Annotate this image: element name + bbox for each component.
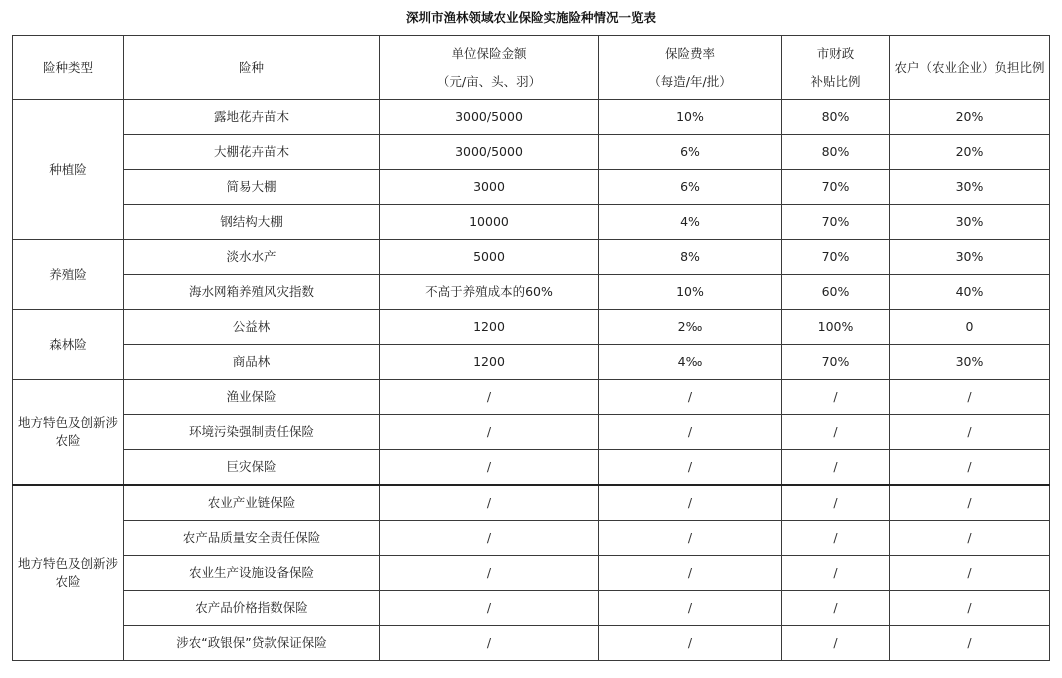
amount-cell: 3000/5000 [380, 135, 599, 170]
farmer-share-cell: 30% [890, 170, 1050, 205]
category-cell: 养殖险 [13, 240, 124, 310]
subsidy-cell: 70% [782, 345, 890, 380]
type-cell: 农产品价格指数保险 [124, 591, 380, 626]
type-cell: 农业生产设施设备保险 [124, 556, 380, 591]
header-rate [599, 36, 782, 100]
farmer-share-cell: / [890, 380, 1050, 415]
type-cell: 公益林 [124, 310, 380, 345]
table-row [13, 415, 1050, 450]
type-cell: 农产品质量安全责任保险 [124, 521, 380, 556]
rate-cell: 8% [599, 240, 782, 275]
header-rate-line1: 保险费率 [664, 45, 715, 61]
table-row [13, 485, 1050, 521]
table-row [13, 450, 1050, 486]
table-row [13, 205, 1050, 240]
rate-cell: / [599, 626, 782, 661]
header-subsidy-line2: 补贴比例 [810, 73, 861, 89]
amount-cell: / [380, 380, 599, 415]
type-cell: 简易大棚 [124, 170, 380, 205]
header-subsidy [782, 36, 890, 100]
farmer-share-cell: / [890, 415, 1050, 450]
type-cell: 渔业保险 [124, 380, 380, 415]
type-cell: 淡水水产 [124, 240, 380, 275]
category-cell: 种植险 [13, 100, 124, 240]
table-row [13, 310, 1050, 345]
rate-cell: / [599, 380, 782, 415]
table-row [13, 135, 1050, 170]
table-row [13, 556, 1050, 591]
subsidy-cell: / [782, 591, 890, 626]
subsidy-cell: 100% [782, 310, 890, 345]
document-title: 深圳市渔林领域农业保险实施险种情况一览表 [405, 10, 656, 25]
amount-cell: 3000/5000 [380, 100, 599, 135]
rate-cell: / [599, 521, 782, 556]
subsidy-cell: 80% [782, 135, 890, 170]
farmer-share-cell: 20% [890, 135, 1050, 170]
rate-cell: / [599, 485, 782, 521]
subsidy-cell: / [782, 415, 890, 450]
farmer-share-cell: / [890, 626, 1050, 661]
header-category: 险种类型 [13, 36, 124, 100]
table-row [13, 521, 1050, 556]
rate-cell: 10% [599, 275, 782, 310]
subsidy-cell: 70% [782, 240, 890, 275]
subsidy-cell: / [782, 556, 890, 591]
amount-cell: 1200 [380, 310, 599, 345]
amount-cell: 10000 [380, 205, 599, 240]
subsidy-cell: 80% [782, 100, 890, 135]
type-cell: 涉农“政银保”贷款保证保险 [124, 626, 380, 661]
amount-cell: / [380, 591, 599, 626]
subsidy-cell: 70% [782, 205, 890, 240]
amount-cell: / [380, 626, 599, 661]
farmer-share-cell: 20% [890, 100, 1050, 135]
farmer-share-cell: 30% [890, 240, 1050, 275]
table-row [13, 345, 1050, 380]
farmer-share-cell: / [890, 485, 1050, 521]
type-cell: 农业产业链保险 [124, 485, 380, 521]
subsidy-cell: / [782, 521, 890, 556]
type-cell: 露地花卉苗木 [124, 100, 380, 135]
amount-cell: / [380, 556, 599, 591]
type-cell: 大棚花卉苗木 [124, 135, 380, 170]
farmer-share-cell: 40% [890, 275, 1050, 310]
rate-cell: 2‰ [599, 310, 782, 345]
subsidy-cell: 70% [782, 170, 890, 205]
header-rate-line2: （每造/年/批） [648, 73, 732, 89]
header-subsidy-line1: 市财政 [816, 45, 855, 61]
table-row [13, 591, 1050, 626]
type-cell: 钢结构大棚 [124, 205, 380, 240]
table-row [13, 275, 1050, 310]
amount-cell: 不高于养殖成本的60% [380, 275, 599, 310]
farmer-share-cell: / [890, 450, 1050, 486]
type-cell: 巨灾保险 [124, 450, 380, 486]
farmer-share-cell: 0 [890, 310, 1050, 345]
subsidy-cell: / [782, 485, 890, 521]
type-cell: 环境污染强制责任保险 [124, 415, 380, 450]
category-cell: 森林险 [13, 310, 124, 380]
amount-cell: / [380, 485, 599, 521]
rate-cell: 4‰ [599, 345, 782, 380]
header-type: 险种 [124, 36, 380, 100]
header-amount-line1: 单位保险金额 [451, 45, 527, 61]
rate-cell: 6% [599, 170, 782, 205]
header-row [13, 36, 1050, 100]
table-row [13, 240, 1050, 275]
farmer-share-cell: / [890, 521, 1050, 556]
rate-cell: / [599, 415, 782, 450]
insurance-table [12, 35, 1050, 661]
farmer-share-cell: 30% [890, 205, 1050, 240]
subsidy-cell: / [782, 450, 890, 486]
category-cell: 地方特色及创新涉农险 [13, 485, 124, 661]
type-cell: 商品林 [124, 345, 380, 380]
amount-cell: / [380, 450, 599, 486]
amount-cell: 5000 [380, 240, 599, 275]
header-farmer-share: 农户（农业企业）负担比例 [890, 36, 1050, 100]
farmer-share-cell: 30% [890, 345, 1050, 380]
amount-cell: / [380, 521, 599, 556]
rate-cell: / [599, 591, 782, 626]
subsidy-cell: / [782, 626, 890, 661]
rate-cell: / [599, 450, 782, 486]
table-row [13, 170, 1050, 205]
rate-cell: 6% [599, 135, 782, 170]
amount-cell: 1200 [380, 345, 599, 380]
category-cell: 地方特色及创新涉农险 [13, 380, 124, 486]
type-cell: 海水网箱养殖风灾指数 [124, 275, 380, 310]
rate-cell: 4% [599, 205, 782, 240]
rate-cell: 10% [599, 100, 782, 135]
subsidy-cell: 60% [782, 275, 890, 310]
farmer-share-cell: / [890, 556, 1050, 591]
farmer-share-cell: / [890, 591, 1050, 626]
subsidy-cell: / [782, 380, 890, 415]
table-row [13, 100, 1050, 135]
amount-cell: 3000 [380, 170, 599, 205]
table-row [13, 626, 1050, 661]
table-row [13, 380, 1050, 415]
header-amount [380, 36, 599, 100]
amount-cell: / [380, 415, 599, 450]
rate-cell: / [599, 556, 782, 591]
header-amount-line2: （元/亩、头、羽） [436, 73, 542, 89]
